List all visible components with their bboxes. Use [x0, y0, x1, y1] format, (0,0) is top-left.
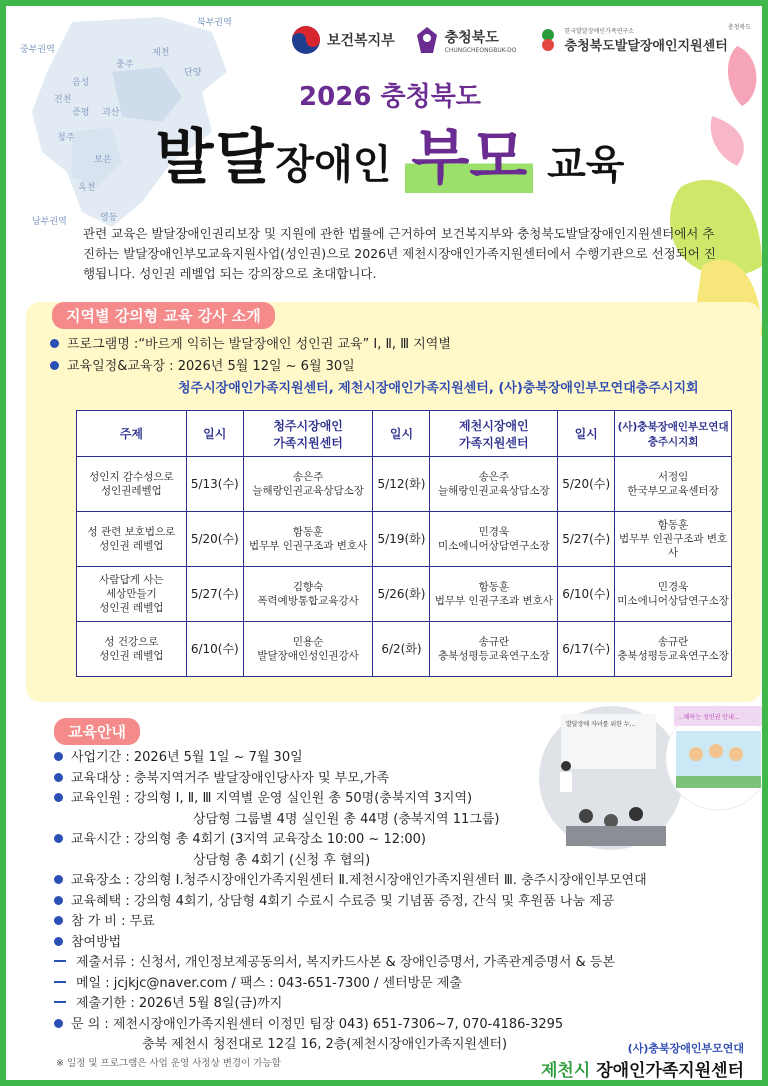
map-city-label: 옥천 — [78, 183, 96, 193]
schedule-table — [76, 410, 732, 677]
header-date: 일시 — [373, 411, 430, 457]
date-cell: 5/13(수) — [186, 457, 243, 512]
header-topic: 주제 — [77, 411, 187, 457]
guide-item — [54, 871, 754, 892]
table-row — [77, 457, 732, 512]
dash-icon — [54, 1001, 66, 1003]
instructor-cell: 송규란 충북성평등교육연구소장 — [430, 622, 558, 677]
guide-item-text: 충북 제천시 청전대로 12길 16, 2층(제천시장애인가족지원센터) — [142, 1037, 508, 1052]
footer-org-name — [541, 1056, 744, 1081]
guide-item-text: 메일 : jcjkjc@naver.com / 팩스 : 043-651-7300 / 센터방문 제출 — [76, 975, 462, 991]
guide-item — [54, 912, 754, 933]
title-part-1: 발달 — [155, 123, 276, 193]
guide-item — [54, 810, 754, 831]
center-emblem-icon — [537, 27, 559, 53]
map-city-label: 음성 — [72, 78, 90, 88]
date-cell: 5/27(수) — [558, 512, 615, 567]
program-info — [50, 334, 750, 400]
bullet-icon — [54, 896, 63, 905]
bullet-icon — [50, 361, 59, 370]
map-city-label: 충주 — [116, 60, 134, 70]
education-guide — [54, 748, 754, 1056]
province-subname: CHUNGCHEONGBUK-DO — [444, 46, 517, 54]
title-part-4: 교육 — [533, 142, 625, 188]
guide-item — [54, 830, 754, 851]
bullet-icon — [54, 1019, 63, 1028]
photo-banner-text: ...해하는 성인권 안내... — [678, 714, 740, 721]
topic-cell: 사람답게 사는 세상만들기 성인권 레벨업 — [77, 567, 187, 622]
map-region-label: 중부권역 — [20, 45, 55, 55]
topic-cell: 성 건강으로 성인권 레벨업 — [77, 622, 187, 677]
guide-item — [54, 748, 754, 769]
topic-cell: 성인지 감수성으로 성인권레벨업 — [77, 457, 187, 512]
intro-text: 관련 교육은 발달장애인권리보장 및 지원에 관한 법률에 근거하여 보건복지부와 충청북도발달장애인지원센터에서 추진하는 발달장애인부모교육지원사업(성인권)으로 2026년 제천시장애인가족지원센터에서 수행기관으로 선정되어 진행됩니다. 성인권 레벨업 되는 강의장으로 초대합니다. — [83, 226, 716, 281]
instructor-cell: 함동훈 법무부 인권구조과 변호사 — [615, 512, 732, 567]
province-logo — [415, 25, 517, 55]
date-cell: 6/10(수) — [558, 567, 615, 622]
guide-item-text: 상담형 총 4회기 (신청 후 협의) — [193, 852, 371, 868]
table-row — [77, 622, 732, 677]
instructor-cell: 함동훈 법무부 인권구조과 변호사 — [243, 512, 373, 567]
center-subname: 한국발달장애인가족연구소 — [564, 28, 635, 35]
province-emblem-icon — [415, 25, 439, 55]
bullet-icon — [54, 834, 63, 843]
map-city-label: 영동 — [100, 213, 118, 223]
map-region-label: 남부권역 — [32, 217, 67, 227]
map-city-label: 제천 — [152, 48, 170, 58]
guide-item-text: 상담형 그룹별 4명 실인원 총 44명 (충북지역 11그룹) — [193, 811, 500, 827]
date-cell: 5/27(수) — [186, 567, 243, 622]
footer-city: 제천시 — [541, 1061, 591, 1081]
instructor-cell: 김향숙 폭력예방통합교육강사 — [243, 567, 373, 622]
bullet-icon — [54, 875, 63, 884]
instructor-cell: 민경욱 미소에니어상담연구소장 — [430, 512, 558, 567]
instructor-cell: 송은주 늘해랑인권교육상담소장 — [243, 457, 373, 512]
guide-item-text: 제출서류 : 신청서, 개인정보제공동의서, 복지카드사본 & 장애인증명서, 가족관계증명서 & 등본 — [76, 955, 615, 970]
schedule-label: 교육일정&교육장 : 2026년 5월 12일 ~ 6월 30일 — [67, 359, 355, 374]
footnote: ※ 일정 및 프로그램은 사업 운영 사정상 변경이 가능함 — [56, 1058, 281, 1069]
guide-item — [54, 789, 754, 810]
table-header-row — [77, 411, 732, 457]
dash-icon — [54, 981, 66, 983]
guide-item — [54, 892, 754, 913]
center-tag: 충청북도 — [727, 24, 751, 31]
title-part-3: 부모 — [405, 123, 533, 193]
date-cell: 5/12(화) — [373, 457, 430, 512]
bullet-icon — [54, 752, 63, 761]
date-cell: 6/10(수) — [186, 622, 243, 677]
guide-item-text: 참 가 비 : 무료 — [71, 914, 155, 929]
topic-cell: 성 관련 보호법으로 성인권 레벨업 — [77, 512, 187, 567]
footer-logo — [541, 1040, 744, 1081]
bullet-icon — [50, 339, 59, 348]
table-row — [77, 567, 732, 622]
bullet-icon — [54, 916, 63, 925]
table-row — [77, 512, 732, 567]
ministry-logo — [291, 25, 395, 55]
bullet-icon — [54, 773, 63, 782]
bullet-icon — [54, 793, 63, 802]
section-tag-guide: 교육안내 — [54, 718, 140, 745]
footer-center: 장애인가족지원센터 — [590, 1061, 744, 1081]
year-title: 2026 충청북도 — [299, 82, 481, 112]
date-cell: 6/17(수) — [558, 622, 615, 677]
taegeuk-icon — [291, 25, 321, 55]
guide-item-text: 문 의 : 제천시장애인가족지원센터 이정민 팀장 043) 651-7306~7, 070-4186-3295 — [71, 1016, 564, 1032]
dash-icon — [54, 960, 66, 962]
instructor-cell: 송규란 충북성평등교육연구소장 — [615, 622, 732, 677]
guide-item-text: 교육장소 : 강의형 Ⅰ.청주시장애인가족지원센터 Ⅱ.제천시장애인가족지원센터 Ⅲ. 충주시장애인부모연대 — [71, 873, 647, 888]
header-chungju: (사)충북장애인부모연대 충주시지회 — [615, 411, 732, 457]
header-jecheon: 제천시장애인 가족지원센터 — [430, 411, 558, 457]
instructor-cell: 민용순 발달장애인성인권강사 — [243, 622, 373, 677]
header-cheongju: 청주시장애인 가족지원센터 — [243, 411, 373, 457]
instructor-cell: 서정임 한국부모교육센터장 — [615, 457, 732, 512]
header-date: 일시 — [558, 411, 615, 457]
instructor-cell: 함동훈 법무부 인권구조과 변호사 — [430, 567, 558, 622]
center-name: 충청북도발달장애인지원센터 — [564, 39, 728, 54]
date-cell: 5/20(수) — [186, 512, 243, 567]
center-logo — [537, 24, 751, 54]
guide-item-text: 참여방법 — [71, 934, 122, 950]
date-cell: 5/19(화) — [373, 512, 430, 567]
guide-item-text: 교육대상 : 충북지역거주 발달장애인당사자 및 부모,가족 — [71, 770, 390, 786]
guide-item — [54, 974, 754, 995]
footer-org-sub: (사)충북장애인부모연대 — [627, 1042, 744, 1055]
section-tag-instructors: 지역별 강의형 교육 강사 소개 — [52, 302, 275, 329]
ministry-name: 보건복지부 — [327, 33, 395, 49]
guide-item — [54, 933, 754, 954]
bullet-icon — [54, 937, 63, 946]
map-city-label: 진천 — [54, 95, 72, 105]
map-region-label: 북부권역 — [197, 18, 232, 28]
map-city-label: 증평 — [72, 108, 90, 118]
guide-item — [54, 1015, 754, 1036]
program-label: 프로그램명 : — [67, 337, 139, 352]
guide-item — [54, 994, 754, 1015]
instructor-cell: 송은주 늘해랑인권교육상담소장 — [430, 457, 558, 512]
guide-item — [54, 769, 754, 790]
date-cell: 5/20(수) — [558, 457, 615, 512]
guide-item — [54, 953, 754, 974]
map-city-label: 단양 — [184, 68, 202, 78]
province-name: 충청북도 — [444, 29, 499, 46]
venues: 청주시장애인가족지원센터, 제천시장애인가족지원센터, (사)충북장애인부모연대충주시지회 — [178, 381, 699, 396]
guide-item-text: 교육혜택 : 강의형 4회기, 상담형 4회기 수료시 수료증 및 기념품 증정, 간식 및 후원품 나눔 제공 — [71, 893, 615, 909]
guide-item — [54, 851, 754, 872]
date-cell: 5/26(화) — [373, 567, 430, 622]
title-part-2: 장애인 — [275, 142, 406, 188]
guide-item-text: 사업기간 : 2026년 5월 1일 ~ 7월 30일 — [71, 750, 303, 765]
instructor-cell: 민경욱 미소에니어상담연구소장 — [615, 567, 732, 622]
guide-item-text: 교육인원 : 강의형 Ⅰ, Ⅱ, Ⅲ 지역별 운영 실인원 총 50명(충북지역 3지역) — [71, 791, 473, 806]
date-cell: 6/2(화) — [373, 622, 430, 677]
program-value: “바르게 익히는 발달장애인 성인권 교육” Ⅰ, Ⅱ, Ⅲ 지역별 — [138, 337, 451, 352]
logo-bar — [291, 20, 761, 60]
map-city-label: 청주 — [57, 133, 75, 143]
guide-item-text: 교육시간 : 강의형 총 4회기 (3지역 교육장소 10:00 ~ 12:00) — [71, 832, 427, 847]
map-city-label: 보은 — [94, 155, 112, 165]
header-date: 일시 — [186, 411, 243, 457]
map-city-label: 괴산 — [102, 108, 120, 118]
photo-slide-text: 발달장애 자녀를 위한 누... — [566, 721, 636, 728]
guide-item-text: 제출기한 : 2026년 5월 8일(금)까지 — [76, 996, 283, 1011]
main-title — [6, 110, 768, 196]
